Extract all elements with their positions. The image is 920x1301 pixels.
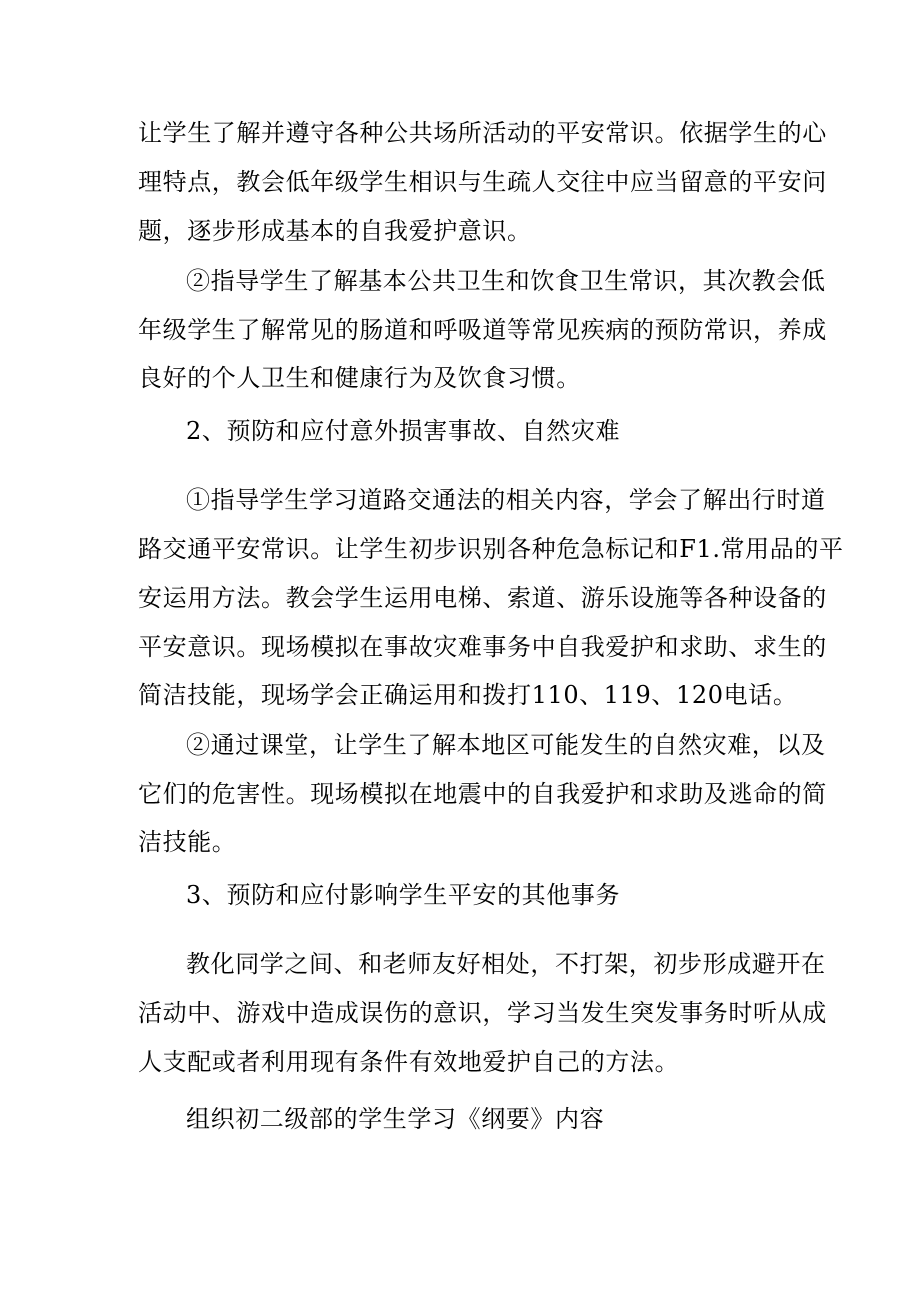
paragraph-line: 良好的个人卫生和健康行为及饮食习惯。 [138, 364, 581, 392]
paragraph-line: 安运用方法。教会学生运用电梯、索道、游乐设施等各种设备的 [138, 584, 827, 612]
paragraph-line: 路交通平安常识。让学生初步识别各种危急标记和F1.常用品的平 [138, 535, 844, 563]
paragraph-line: 人支配或者利用现有条件有效地爱护自己的方法。 [138, 1048, 680, 1076]
paragraph-line: 题，逐步形成基本的自我爱护意识。 [138, 217, 532, 245]
section-heading: 3、预防和应付影响学生平安的其他事务 [186, 881, 621, 909]
paragraph-line: 组织初二级部的学生学习《纲要》内容 [186, 1105, 605, 1133]
paragraph-line: 洁技能。 [138, 828, 237, 856]
paragraph-line: 理特点，教会低年级学生相识与生疏人交往中应当留意的平安问 [138, 168, 827, 196]
section-heading: 2、预防和应付意外损害事故、自然灾难 [186, 417, 621, 445]
paragraph-line: ①指导学生学习道路交通法的相关内容，学会了解出行时道 [186, 486, 826, 514]
paragraph-line: ②通过课堂，让学生了解本地区可能发生的自然灾难，以及 [186, 731, 826, 759]
paragraph-line: 教化同学之间、和老师友好相处，不打架，初步形成避开在 [186, 950, 826, 978]
paragraph-line: 简洁技能，现场学会正确运用和拨打110、119、120电话。 [138, 681, 798, 709]
paragraph-line: 平安意识。现场模拟在事故灾难事务中自我爱护和求助、求生的 [138, 633, 827, 661]
paragraph-line: 让学生了解并遵守各种公共场所活动的平安常识。依据学生的心 [138, 119, 827, 147]
paragraph-line: 它们的危害性。现场模拟在地震中的自我爱护和求助及逃命的简 [138, 780, 827, 808]
paragraph-line: 活动中、游戏中造成误伤的意识，学习当发生突发事务时听从成 [138, 999, 827, 1027]
paragraph-line: ②指导学生了解基本公共卫生和饮食卫生常识，其次教会低 [186, 267, 826, 295]
paragraph-line: 年级学生了解常见的肠道和呼吸道等常见疾病的预防常识，养成 [138, 316, 827, 344]
